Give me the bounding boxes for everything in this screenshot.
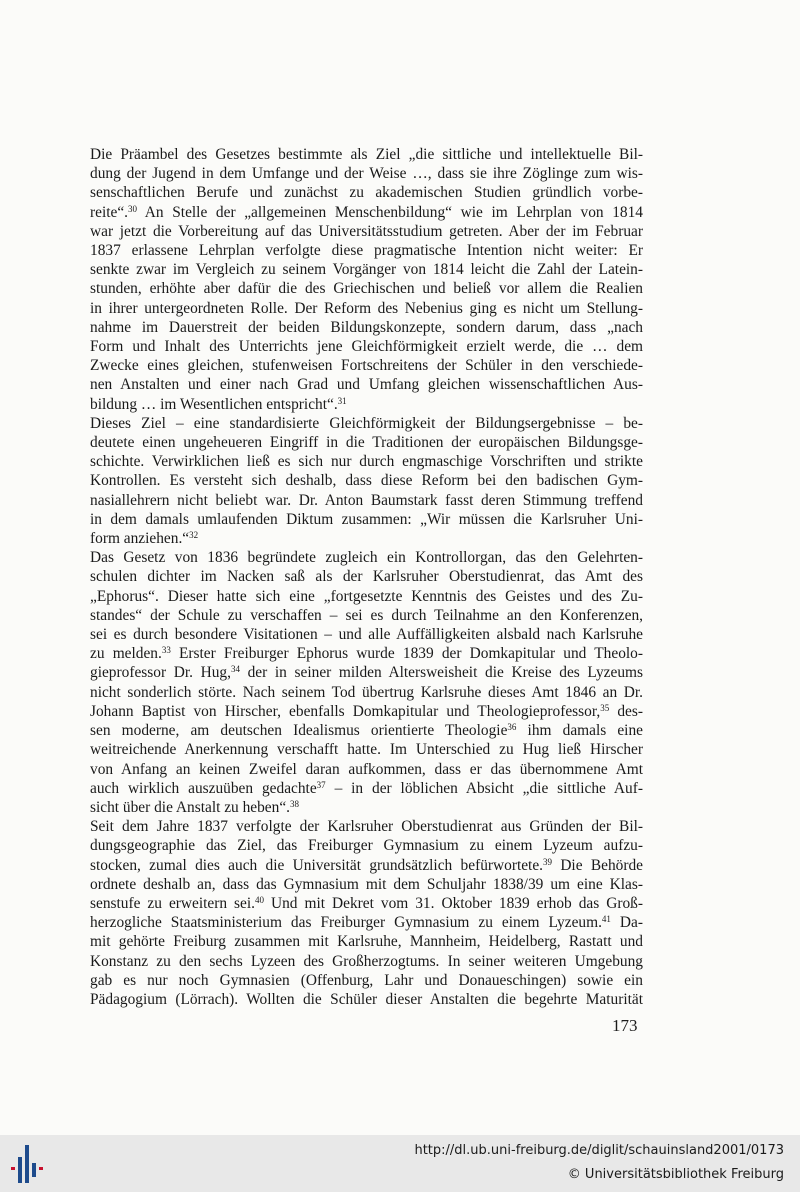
text-line: in dem damals umlaufenden Diktum zusammen: „Wir müssen die Karlsruher Uni-: [90, 510, 643, 528]
text-line: weitreichende Anerkennung verschafft hatte. Im Unterschied zu Hug ließ Hirscher: [90, 741, 643, 759]
footnote-marker: 37: [316, 779, 326, 790]
text-line: in ihrer untergeordneten Rolle. Der Reform des Nebenius ging es nicht um Stellung-: [90, 299, 643, 317]
footnote-marker: 34: [230, 664, 240, 675]
body-text: [90, 145, 643, 1009]
paragraph: [90, 145, 643, 414]
footnote-marker: 33: [161, 645, 171, 656]
text-line: Dieses Ziel – eine standardisierte Gleichförmigkeit der Bildungsergebnisse – be-: [90, 414, 643, 432]
text-line: schulen dichter im Nacken saß als der Karlsruher Oberstudienrat, das Amt des: [90, 568, 643, 586]
paragraph: [90, 817, 643, 1009]
footnote-marker: 32: [189, 530, 199, 541]
text-line: nasiallehrern nicht beliebt war. Dr. Anton Baumstark fasst deren Stimmung treffend: [90, 491, 643, 509]
text-line: sei es durch besondere Visitationen – und alle Auffälligkeiten alsbald nach Karlsruhe: [90, 626, 643, 644]
text-line: reite“.$^{30}$ An Stelle der „allgemeinen Menschenbildung“ wie im Lehrplan von 1814: [90, 203, 643, 221]
text-line: Form und Inhalt des Unterrichts jene Gleichförmigkeit erzielt werde, die … dem: [90, 338, 643, 356]
text-line: dung der Jugend in dem Umfange und der Weise …, dass sie ihre Zöglinge zum wis-: [90, 165, 643, 183]
text-line: mit gehörte Freiburg zusammen mit Karlsruhe, Mannheim, Heidelberg, Rastatt und: [90, 933, 643, 951]
footnote-marker: 36: [507, 722, 517, 733]
text-line: schichte. Verwirklichen ließ es sich nur durch engmaschige Vorschriften und strikte: [90, 453, 643, 471]
text-line: Zwecke eines gleichen, stufenweisen Fortschreitens der Schüler in den verschiede-: [90, 357, 643, 375]
ub-freiburg-logo-icon[interactable]: [8, 1139, 50, 1187]
permalink-url[interactable]: http://dl.ub.uni-freiburg.de/diglit/schauinsland2001/0173: [414, 1143, 784, 1158]
text-line: dungsgeographie das Ziel, das Freiburger Gymnasium zu einem Lyzeum aufzu-: [90, 837, 643, 855]
text-line: sicht über die Anstalt zu heben“.$^{38}$: [90, 798, 300, 816]
text-line: Johann Baptist von Hirscher, ebenfalls Domkapitular und Theologieprofessor,$^{35}$ des-: [90, 702, 643, 720]
text-line: gab es nur noch Gymnasien (Offenburg, Lahr und Donaueschingen) sowie ein: [90, 971, 643, 989]
footnote-marker: 35: [600, 702, 610, 713]
text-line: deutete einen ungeheueren Eingriff in die Traditionen der europäischen Bildungsge-: [90, 434, 643, 452]
text-line: zu melden.$^{33}$ Erster Freiburger Ephorus wurde 1839 der Domkapitular und Theolo-: [90, 645, 643, 663]
text-line: senkte zwar im Vergleich zu seinem Vorgänger von 1814 leicht die Zahl der Latein-: [90, 261, 643, 279]
text-line: senschaftlichen Berufe und zunächst zu akademischen Studien gründlich vorbe-: [90, 184, 643, 202]
paragraph: [90, 414, 643, 548]
text-line: stocken, zumal dies auch die Universität grundsätzlich befürwortete.$^{39}$ Die Behörde: [90, 856, 643, 874]
text-line: auch wirklich auszuüben gedachte$^{37}$ – in der löblichen Absicht „die sittliche Auf-: [90, 779, 643, 797]
copyright-notice: © Universitätsbibliothek Freiburg: [567, 1167, 784, 1182]
text-line: Das Gesetz von 1836 begründete zugleich ein Kontrollorgan, das den Gelehrten-: [90, 549, 643, 567]
text-line: war jetzt die Vorbereitung auf das Universitätsstudium getreten. Aber der im Februar: [90, 222, 643, 240]
viewer-footer: [0, 1135, 800, 1192]
text-line: Konstanz zu den sechs Lyzeen des Großherzogtums. In seiner weiteren Umgebung: [90, 952, 643, 970]
footnote-marker: 40: [255, 894, 264, 905]
text-line: Pädagogium (Lörrach). Wollten die Schüler dieser Anstalten die begehrte Maturität: [90, 990, 643, 1008]
text-line: gieprofessor Dr. Hug,$^{34}$ der in seiner milden Altersweisheit die Kreise des Lyzeums: [90, 664, 643, 682]
text-line: Seit dem Jahre 1837 verfolgte der Karlsruher Oberstudienrat aus Gründen der Bil-: [90, 818, 643, 836]
text-line: „Ephorus“. Dieser hatte sich eine „fortgesetzte Kenntnis des Geistes und des Zu-: [90, 587, 643, 605]
text-line: Die Präambel des Gesetzes bestimmte als Ziel „die sittliche und intellektuelle Bil-: [90, 146, 643, 163]
text-line: herzogliche Staatsministerium das Freiburger Gymnasium zu einem Lyzeum.$^{41}$ Da-: [90, 914, 643, 932]
text-line: 1837 erlassene Lehrplan verfolgte diese pragmatische Intention nicht weiter: Er: [90, 242, 643, 260]
text-line: form anziehen.“$^{32}$: [90, 530, 199, 548]
footnote-marker: 39: [543, 856, 553, 867]
text-line: von Anfang an keinen Zweifel daran aufkommen, dass er das übernommene Amt: [90, 760, 643, 778]
text-line: stunden, erhöhte aber dafür die des Griechischen und beließ vor allem die Realien: [90, 280, 643, 298]
text-line: nicht sonderlich störte. Nach seinem Tod übertrug Karlsruhe dieses Amt 1846 an Dr.: [90, 683, 643, 701]
footnote-marker: 41: [601, 914, 611, 925]
paragraph: [90, 548, 643, 817]
footnote-marker: 31: [337, 395, 347, 406]
page-number: 173: [612, 1016, 638, 1035]
text-line: bildung … im Wesentlichen entspricht“.$^{31}$: [90, 395, 347, 413]
text-line: standes“ der Schule zu verschaffen – sei es durch Teilnahme an den Konferenzen,: [90, 606, 643, 624]
footnote-marker: 38: [290, 798, 300, 809]
text-line: Kontrollen. Es versteht sich deshalb, dass diese Reform bei den badischen Gym-: [90, 472, 643, 490]
text-line: senstufe zu erweitern sei.$^{40}$ Und mit Dekret vom 31. Oktober 1839 erhob das Groß-: [90, 894, 643, 912]
text-line: nahme im Dauerstreit der beiden Bildungskonzepte, sondern darum, dass „nach: [90, 318, 643, 336]
text-line: nen Anstalten und einer nach Grad und Umfang gleichen wissenschaftlichen Aus-: [90, 376, 643, 394]
text-line: ordnete deshalb an, dass das Gymnasium mit dem Schuljahr 1838/39 um eine Klas-: [90, 875, 643, 893]
text-line: sen moderne, am deutschen Idealismus orientierte Theologie$^{36}$ ihm damals eine: [90, 722, 643, 740]
footnote-marker: 30: [128, 203, 138, 214]
